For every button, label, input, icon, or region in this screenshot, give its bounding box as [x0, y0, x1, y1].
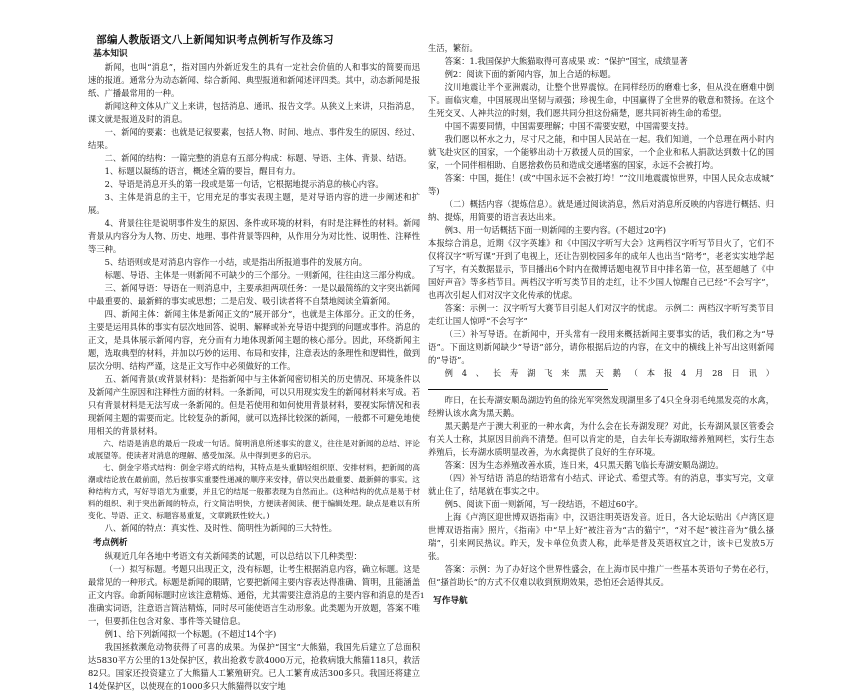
example-heading	[428, 367, 774, 394]
example-title: 例4、长寿湖飞来黑天鹅（本报4月28日讯）	[444, 368, 774, 378]
paragraph: 纵观近几年各地中考语文有关新闻类的试题，可以总结以下几种类型：	[104, 551, 362, 561]
page-number: 1	[420, 592, 425, 600]
paragraph: 一、新闻的要素：也就是记叙要素，包括人物、时间、地点、事件发生的原因、经过、结果。	[88, 127, 420, 150]
paragraph: 新闻，也叫“消息”，指对国内外新近发生的具有一定社会价值的人和事实的简要而迅速的报道。通常分为动态新闻、综合新闻、典型报道和新闻述评四类。其中，动态新闻是报纸、广播最常用的一种。	[88, 62, 420, 98]
paragraph: 七、倒金字塔式结构：倒金字塔式的结构，其特点是头重脚轻组织原、安排材料，把新闻的高潮或结论放在最前面，然后按事实重要性递减的顺序来安排，借以突出最重要、最新鲜的事实。这种结构方式，写好导语尤为重要，并且它的结尾一般都表现为自然而止。(这种结构的优点是易于材料的组织、利于突出新闻的特点，行文简洁明快，方便读者阅读、便于编辑处理。缺点是难以有所变化、导语、正文、标题容易重复，文章跳跃性较大。)	[88, 463, 420, 520]
paragraph: 例1、给下列新闻拟一个标题。(不超过14个字)	[104, 629, 277, 639]
paragraph: 上海《卢湾区迎世博双语指南》中，汉语注明英语发音。近日，各大论坛贴出《卢湾区迎世博双语指南》照片，《指南》中“早上好”被注音为“古的猫宁”，“对不起”被注音为“俄么搔瑞”，引来网民热议。昨天，发卡单位负责人称，此举是普及英语权宜之计，该卡已发放5万张。	[428, 512, 774, 561]
paragraph: 八、新闻的特点：真实性、及时性、简明性为新闻的三大特性。	[104, 523, 337, 533]
paragraph: 本报综合消息，近期《汉字英雄》和《中国汉字听写大会》这两档汉字听写节目火了，它们不仅将汉字“听写课”开到了电视上，还让告别校园多年的成年人也出当“陪考”，老老实实地学起了写字，有关数据显示，节目播出6个时内在微博话题电视节目中排名第一位，甚至超越了《中国好声音》等多档节目。两档汉字听写类节目的走红，让不少国人惊醒自己已经“不会写字”，也再次引起人们对汉字文化传承的忧虑。	[428, 238, 774, 300]
paragraph: 新闻这种文体从广义上来讲，包括消息、通讯、报告文学。从狭义上来讲，只指消息，课文就是报道及时的消息。	[88, 101, 420, 124]
paragraph: （四）补写结语 消息的结语常有小结式、评论式、希望式等。有的消息，事实写完，文章就止住了，结尾就在事实之中。	[428, 473, 774, 496]
fill-blank-line	[428, 380, 608, 390]
paragraph: 黑天鹅是产于澳大利亚的一种水禽，为什么会在长寿湖发现？对此，长寿湖风景区管委会有关人士称，其原因目前尚不清楚。但可以肯定的是，自去年长寿湖取缔养殖网栏，实行生态养殖后，长寿湖水质明显改善，为水禽提供了良好的生存环境。	[428, 421, 774, 457]
heading-basic-knowledge: 基本知识	[93, 49, 128, 59]
example-heading: 例5、阅读下面一则新闻，写一段结语，不超过60字。	[444, 499, 643, 509]
paragraph: （一）拟写标题。考题只出现正文，没有标题，让考生根据消息内容，确立标题。这是最常见的一种形式。标题是新闻的眼睛，它要把新闻主要内容表达得准确、简明，且能涵盖正文内容。命新闻标题时应该注意精炼、通俗，尤其需要注意消息的主要内容和消息的是否准确实词语，注意语言简洁精炼，同时尽可能使语言生动形象。此类题为开放题，答案不唯一，但要抓住包含对象、事件等关键信息。	[88, 564, 420, 626]
example-heading: 例3、用一句话概括下面一则新闻的主要内容。(不超过20字)	[444, 225, 667, 235]
paragraph: 标题、导语、主体是一则新闻不可缺少的三个部分。一则新闻，往往由这三部分构成。	[104, 270, 420, 280]
paragraph: 1、标题以凝练的语言，概述全篇的要旨，醒目有力。	[104, 166, 301, 176]
paragraph: （二）概括内容（提炼信息）。就是通过阅读消息，然后对消息所反映的内容进行概括、归纳、提炼，用简要的语言表达出来。	[428, 199, 774, 222]
paragraph: 4、背景往往是说明事件发生的原因、条件或环境的材料，有时是注释性的材料。新闻背景从内容分为人物、历史、地理、事件背景等四种，从作用分为对比性、说明性、注释性等三种。	[88, 218, 420, 254]
right-column	[428, 42, 774, 608]
answer-text: 答案：1.我国保护大熊猫取得可喜成果 或：“保护”国宝，成绩显著	[444, 56, 688, 66]
answer-text: 答案：因为生态养殖改善水质，连日来，4只黑天鹅飞临长寿湖安顺岛湖边。	[444, 460, 724, 470]
left-column	[88, 46, 420, 693]
answer-text: 答案：示例：为了办好这个世界性盛会，在上海市民中推广一些基本英语句子势在必行，但“搔首助长”的方式不仅难以收到预期效果，恐怕还会适得其反。	[428, 564, 774, 587]
paragraph: 四、新闻主体：新闻主体是新闻正文的“展开部分”，也就是主体部分。正文的任务，主要是运用具体的事实有层次地回答、说明、解释或补充导语中提到的问题或事件。消息的正文，是具体展示新闻内容，充分而有力地体现新闻主题的核心部分。因此，环绕新闻主题，选取典型的材料，并加以巧妙的运用、布局和安排，注意表达的条理性和逻辑性，做到层次分明、结构严谨，这是正文写作中必须做好的工作。	[88, 309, 420, 371]
paragraph: 我国拯救濒危动物获得了可喜的成果。为保护“国宝”大熊猫，我国先后建立了总面积达5830平方公里的13处保护区，救出抢救专款4000万元，抢救病饿大熊猫118只，救活82只。国家还投资建立了大熊猫人工繁殖研究。已人工繁育成活300多只。我国还将建立14处保护区，以使现在的1000多只大熊猫得以安宁地	[88, 642, 420, 691]
paragraph: 五、新闻背景(或背景材料)：是指新闻中与主体新闻密切相关的历史情况、环境条件以及新闻产生原因和注释性方面的材料。一条新闻，可以只用现实发生的新闻材料来写成。若只有背景材料是无法写成一条新闻的。但是若使用和如何使用背景材料，要视实际情况和表现新闻主题的需要而定。比较复杂的新闻，就可以选择比较深的新闻，一般都不可避免地使用相关的背景材料。	[88, 374, 420, 436]
paragraph: 生活，繁衍。	[428, 43, 478, 53]
example-heading: 例2：阅读下面的新闻内容，加上合适的标题。	[444, 69, 616, 79]
paragraph: 六、结语是消息的最后一段或一句话。简明消息所述事实的意义，往往是对新闻的总结、评论或展望等。使读者对消息的理解、感受加深。从中得到更多的启示。	[88, 439, 420, 460]
paragraph: 中国不需要同情，中国需要理解；中国不需要安慰，中国需要支持。	[444, 121, 694, 131]
paragraph: 3、主体是消息的主干，它用充足的事实表现主题，是对导语内容的进一步阐述和扩展。	[88, 192, 420, 215]
paragraph: 汶川地震让半个亚洲震动，让整个世界震惊。在同样经历的磨难七多，但从没在磨难中倒下。面临灾难，中国展现出坚韧与顽强；珍视生命，中国赢得了全世界的敬意和赞扬。在这个生死交叉、人神共泣的时刻，我们愿共同分担这份痛楚，愿共同祈祷生命的希望。	[428, 82, 774, 118]
paragraph: 5、结语则或是对消息内容作一小结，或是指出所报道事件的发展方向。	[104, 257, 368, 267]
answer-text: 答案：示例一：汉字听写大赛节目引起人们对汉字的忧虑。 示例二：两档汉字听写类节目走红让国人惊呼“不会写字”	[428, 303, 774, 326]
document-title: 部编人教版语文八上新闻知识考点例析写作及练习	[96, 34, 334, 46]
paragraph: 2、导语是消息开头的第一段或是第一句话，它根据地提示消息的核心内容。	[104, 179, 384, 189]
paragraph: 昨日，在长寿湖安顺岛湖边钓鱼的徐光军突然发现湖里多了4只全身羽毛纯黑发亮的水禽，经辨认该水禽为黑天鹅。	[428, 395, 774, 418]
heading-writing-guide: 写作导航	[433, 596, 468, 606]
paragraph: （三）补写导语。在新闻中，开头常有一段用来概括新闻主要事实的话，我们称之为“导语”。下面这则新闻缺少“导语”部分，请你根据后边的内容，在文中的横线上补写出这则新闻的“导语”。	[428, 329, 774, 365]
paragraph: 我们愿以杯水之力，尽寸尺之能，和中国人民站在一起。我们知道，一个总理在两小时内就飞赴灾区的国家，一个能够出动十万救援人员的国家，一个企业和私人捐款达到数十亿的国家，一个同伴相相助、自愿捨救伤员和造成交通堵塞的国家，永远不会被打垮。	[428, 134, 774, 170]
heading-exam-analysis: 考点例析	[93, 538, 128, 548]
paragraph: 二、新闻的结构：一篇完整的消息有五部分构成：标题、导语、主体、背景、结语。	[104, 153, 412, 163]
paragraph: 三、新闻导语：导语在一则消息中，主要承担两项任务：一是以最简练的文字突出新闻中最重要的、最新鲜的事实或思想；二是启发、吸引读者将不自禁地阅读全篇新闻。	[88, 283, 420, 306]
answer-text: 答案：中国，挺住！(或“中国永远不会被打垮！”“汶川地震震惊世界，中国人民众志成城” 等)	[428, 173, 774, 196]
